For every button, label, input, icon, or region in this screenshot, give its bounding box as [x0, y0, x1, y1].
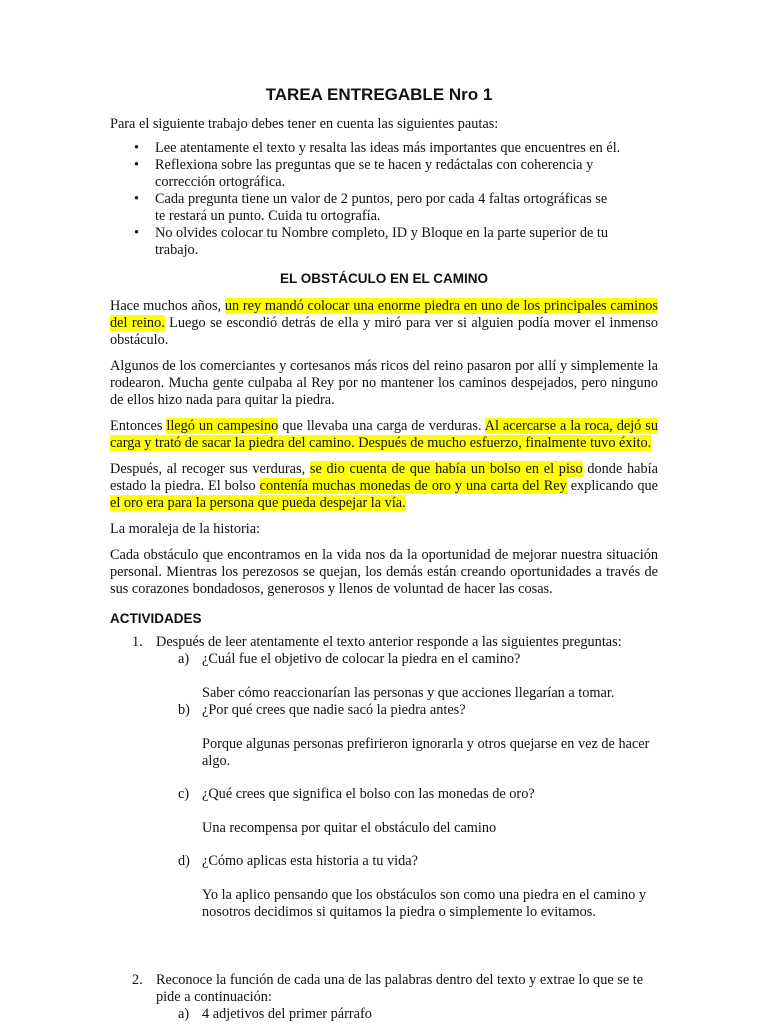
- story-text: Luego se escondió detrás de ella y miró para ver si alguien podía mover el inmenso obstáculo.: [110, 315, 658, 348]
- story-text: Hace muchos años,: [110, 298, 225, 314]
- subquestion-text: ¿Cómo aplicas esta historia a tu vida?: [202, 853, 418, 869]
- guidelines-list: [110, 140, 658, 259]
- story-text: Entonces: [110, 418, 167, 434]
- intro-text: Para el siguiente trabajo debes tener en cuenta las siguientes pautas:: [110, 116, 499, 132]
- subquestion-c: [178, 786, 658, 803]
- question-2: [110, 972, 658, 1006]
- story-paragraph-2: Algunos de los comerciantes y cortesanos más ricos del reino pasaron por allí y simplemente la rodearon. Mucha gente culpaba al Rey por no mantener los caminos despejados, pero ninguno de ellos hizo nada para quitar la piedra.: [110, 358, 658, 408]
- subquestion-letter: a): [178, 1006, 190, 1022]
- question-1: [110, 634, 658, 651]
- guideline-item: • Lee atentamente el texto y resalta las ideas más importantes que encuentres en él.: [134, 140, 621, 157]
- story-paragraph-4: [110, 461, 658, 512]
- subquestion-text: ¿Qué crees que significa el bolso con las monedas de oro?: [202, 786, 535, 802]
- subquestion-b: [178, 702, 658, 719]
- subquestion-a: [178, 651, 658, 668]
- answer-b: Porque algunas personas prefirieron ignorarla y otros quejarse en vez de hacer algo.: [202, 736, 650, 769]
- highlighted-text: el oro era para la persona que pueda despejar la vía.: [110, 495, 406, 511]
- document-title: TAREA ENTREGABLE Nro 1: [265, 85, 493, 104]
- highlighted-text: un rey mandó colocar una enorme piedra en uno de los principales caminos del reino.: [110, 298, 658, 331]
- answer-a: Saber cómo reaccionarían las personas y que acciones llegarían a tomar.: [202, 685, 615, 701]
- subquestion-letter: b): [178, 702, 190, 718]
- answer-c: Una recompensa por quitar el obstáculo del camino: [202, 820, 497, 836]
- subquestion-text: ¿Por qué crees que nadie sacó la piedra antes?: [202, 702, 466, 718]
- question-text: Después de leer atentamente el texto anterior responde a las siguientes preguntas:: [156, 634, 622, 650]
- highlighted-text: Al acercarse a la roca, dejó su carga y trató de sacar la piedra del camino. Después de mucho esfuerzo, finalmente tuvo éxito.: [110, 418, 658, 451]
- subquestion-d: [178, 853, 658, 870]
- guideline-item: • No olvides colocar tu Nombre completo, ID y Bloque en la parte superior de tu trabajo.: [134, 225, 621, 259]
- subquestion-text: ¿Cuál fue el objetivo de colocar la piedra en el camino?: [202, 651, 521, 667]
- moral-label: La moraleja de la historia:: [110, 521, 261, 537]
- story-heading: EL OBSTÁCULO EN EL CAMINO: [279, 271, 488, 286]
- subquestion-letter: a): [178, 651, 190, 667]
- question-number: 1.: [132, 634, 143, 650]
- document-page: [110, 84, 658, 1023]
- story-text: que llevaba una carga de verduras.: [278, 418, 485, 434]
- subquestion-letter: c): [178, 786, 190, 802]
- highlighted-text: se dio cuenta de que había un bolso en el piso: [309, 461, 583, 477]
- subquestion-letter: d): [178, 853, 190, 869]
- story-text: donde había estado la piedra. El bolso: [110, 461, 658, 494]
- moral-text: Cada obstáculo que encontramos en la vida nos da la oportunidad de mejorar nuestra situación personal. Mientras los perezosos se quejan, los demás están creando oportunidades a través de sus corazones bondadosos, generosos y llenos de voluntad de hacer las cosas.: [110, 547, 658, 597]
- story-paragraph-1: [110, 298, 658, 349]
- question-number: 2.: [132, 972, 143, 988]
- question-text: Reconoce la función de cada una de las palabras dentro del texto y extrae lo que se te pide a continuación:: [156, 972, 644, 1005]
- guideline-item: • Cada pregunta tiene un valor de 2 puntos, pero por cada 4 faltas ortográficas se te restará un punto. Cuida tu ortografía.: [134, 191, 621, 225]
- guideline-item: • Reflexiona sobre las preguntas que se te hacen y redáctalas con coherencia y corrección ortográfica.: [134, 157, 621, 191]
- highlighted-text: llegó un campesino: [166, 418, 279, 434]
- subquestion-2a: [178, 1006, 658, 1023]
- highlighted-text: contenía muchas monedas de oro y una carta del Rey: [259, 478, 567, 494]
- story-paragraph-3: [110, 418, 658, 452]
- answer-d: Yo la aplico pensando que los obstáculos son como una piedra en el camino y nosotros decidimos si quitamos la piedra o simplemente lo evitamos.: [202, 887, 647, 920]
- activities-heading: ACTIVIDADES: [110, 611, 202, 626]
- story-text: Después, al recoger sus verduras,: [110, 461, 310, 477]
- subquestion-text: 4 adjetivos del primer párrafo: [202, 1006, 372, 1022]
- story-text: explicando que: [566, 478, 659, 494]
